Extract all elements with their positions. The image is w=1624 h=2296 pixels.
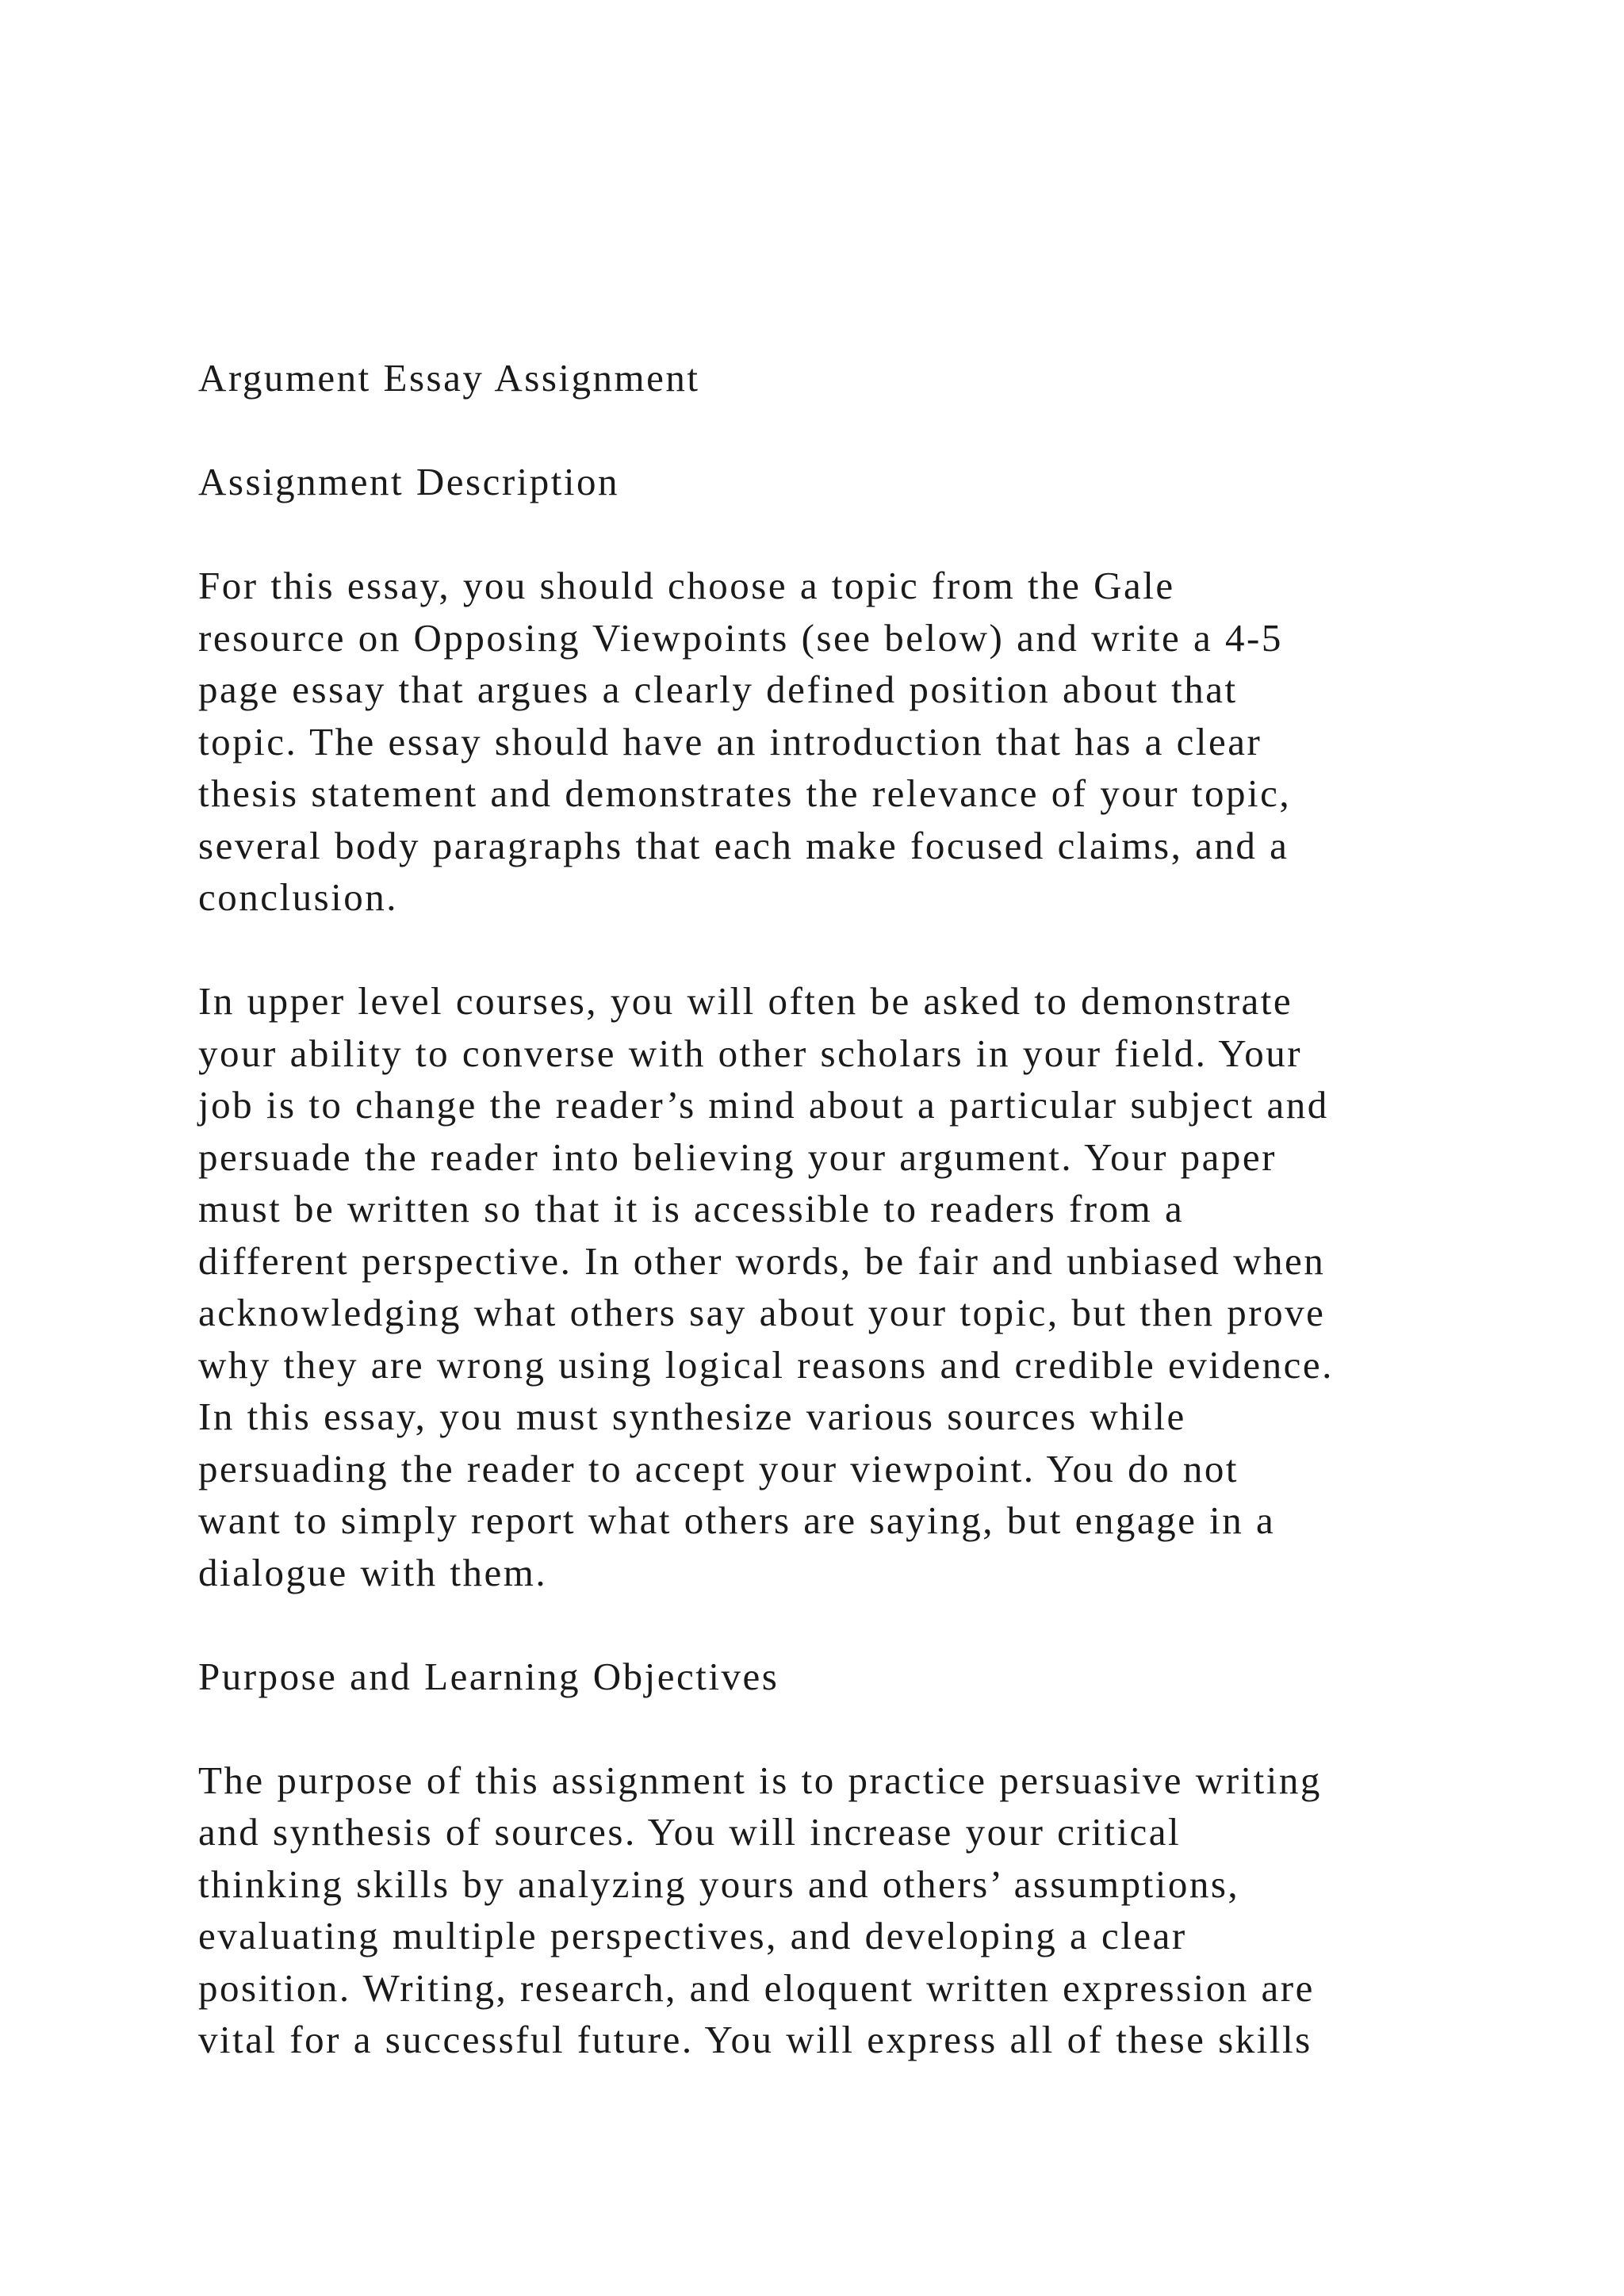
section-heading-purpose: Purpose and Learning Objectives — [198, 1654, 779, 1698]
text-line: thesis statement and demonstrates the relevance of your topic, — [198, 771, 1292, 815]
paragraph-upper-level-courses — [198, 975, 1483, 1598]
text-line: want to simply report what others are saying, but engage in a — [198, 1498, 1276, 1542]
text-line: For this essay, you should choose a topic from the Gale — [198, 564, 1175, 607]
paragraph-gap — [198, 508, 1483, 561]
document-body — [198, 352, 1483, 2066]
text-line: position. Writing, research, and eloquent written expression are — [198, 1965, 1315, 2010]
text-line: your ability to converse with other scholars in your field. Your — [198, 1031, 1303, 1075]
text-line: acknowledging what others say about your topic, but then prove — [198, 1291, 1326, 1334]
paragraph-gap — [198, 404, 1483, 457]
text-line: must be written so that it is accessible to readers from a — [198, 1187, 1185, 1230]
paragraph-assignment-description — [198, 560, 1483, 924]
text-line: dialogue with them. — [198, 1550, 548, 1594]
text-line: thinking skills by analyzing yours and others’ assumptions, — [198, 1862, 1240, 1906]
text-line: why they are wrong using logical reasons and credible evidence. — [198, 1342, 1334, 1387]
text-line: The purpose of this assignment is to practice persuasive writing — [198, 1758, 1322, 1802]
text-line: job is to change the reader’s mind about a particular subject and — [198, 1083, 1329, 1127]
paragraph-purpose — [198, 1755, 1483, 2066]
paragraph-gap — [198, 924, 1483, 976]
text-line: In this essay, you must synthesize various sources while — [198, 1395, 1186, 1438]
text-line: several body paragraphs that each make focused claims, and a — [198, 823, 1289, 867]
text-line: persuading the reader to accept your viewpoint. You do not — [198, 1446, 1239, 1490]
text-line: resource on Opposing Viewpoints (see below) and write a 4-5 — [198, 615, 1283, 660]
document-title: Argument Essay Assignment — [198, 356, 700, 400]
text-line: evaluating multiple perspectives, and developing a clear — [198, 1914, 1187, 1957]
text-line: conclusion. — [198, 875, 399, 919]
paragraph-gap — [198, 1702, 1483, 1755]
text-line: page essay that argues a clearly defined position about that — [198, 668, 1238, 711]
text-line: In upper level courses, you will often be asked to demonstrate — [198, 979, 1293, 1023]
text-line: vital for a successful future. You will express all of these skills — [198, 2018, 1312, 2061]
paragraph-gap — [198, 1598, 1483, 1651]
text-line: topic. The essay should have an introduction that has a clear — [198, 719, 1262, 763]
section-heading-description: Assignment Description — [198, 460, 619, 503]
text-line: and synthesis of sources. You will increase your critical — [198, 1810, 1182, 1854]
text-line: different perspective. In other words, be fair and unbiased when — [198, 1238, 1326, 1283]
text-line: persuade the reader into believing your argument. Your paper — [198, 1135, 1277, 1179]
